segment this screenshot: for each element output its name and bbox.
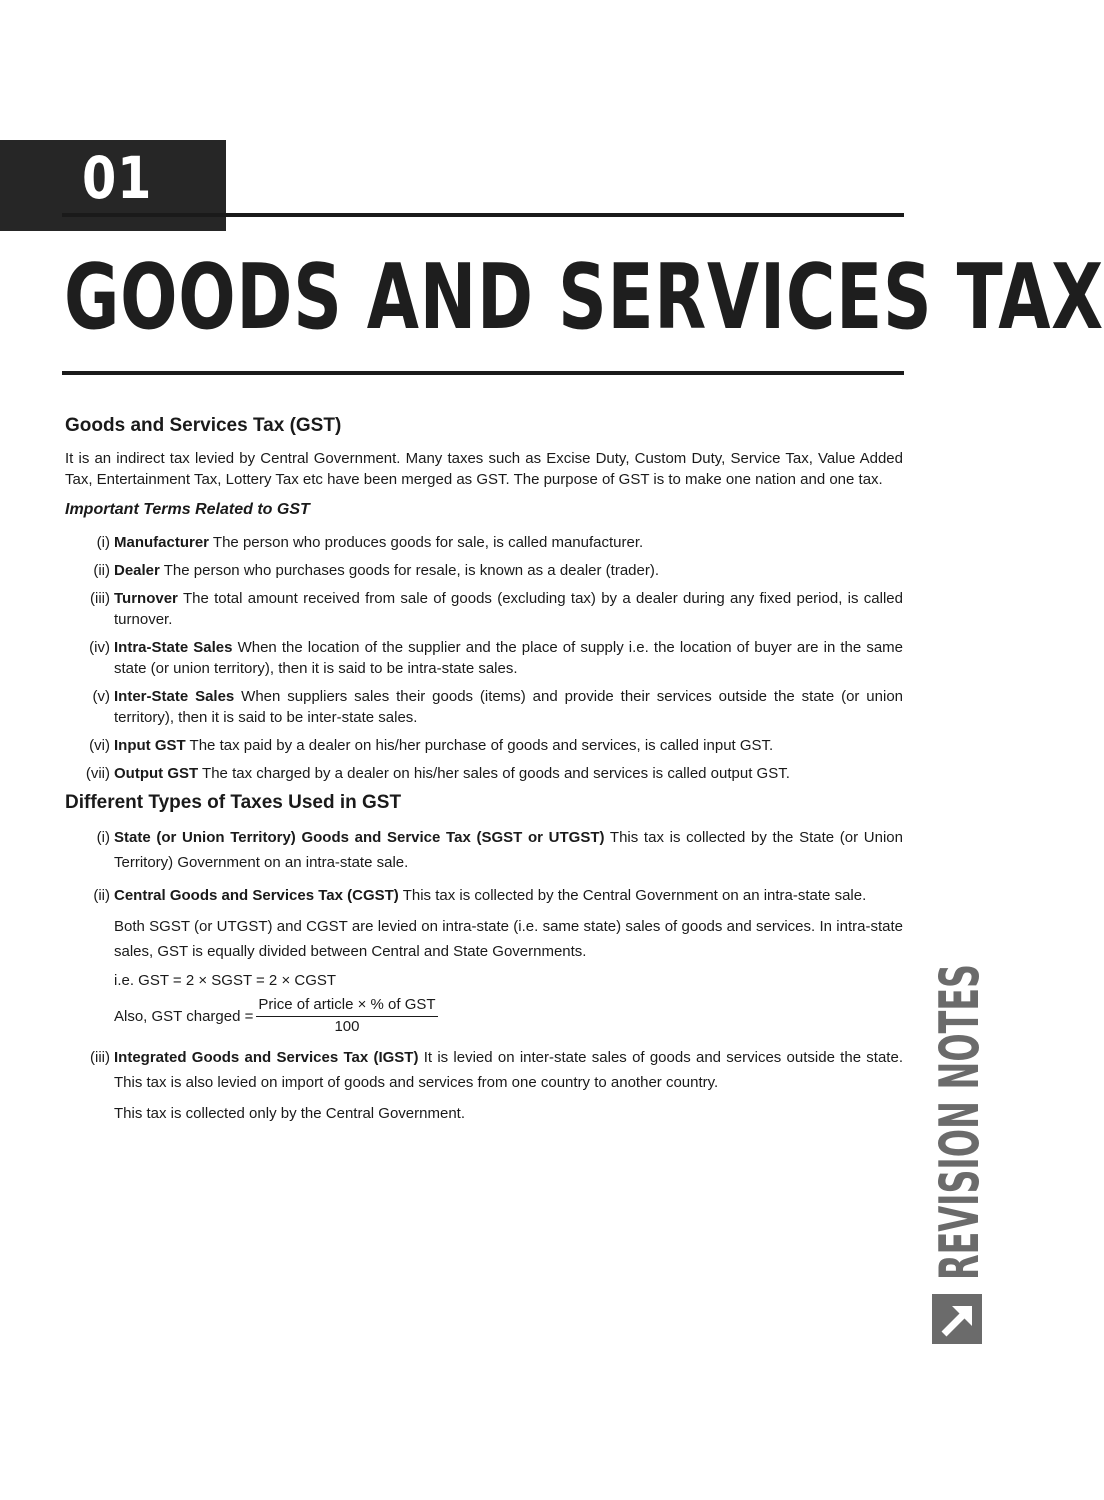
- formula-prefix: Also, GST charged =: [114, 1007, 254, 1025]
- page-content: [65, 414, 903, 1134]
- list-item: (i) State (or Union Territory) Goods and Service Tax (SGST or UTGST) This tax is collected by the State (or Union Territory) Government on an intra-state sale.: [96, 829, 903, 871]
- revision-notes-label: [928, 767, 991, 1284]
- terms-list: [65, 532, 903, 784]
- chapter-title: GOODS AND SERVICES TAX: [64, 245, 1104, 350]
- top-rule: [62, 213, 904, 217]
- list-item: (i) Manufacturer The person who produces goods for sale, is called manufacturer.: [96, 534, 644, 551]
- list-item: (vii) Output GST The tax charged by a dealer on his/her sales of goods and services is called output GST.: [85, 765, 790, 782]
- revision-notes-text: REVISION NOTES: [928, 767, 991, 1280]
- list-item: (iii) Turnover The total amount received from sale of goods (excluding tax) by a dealer during any fixed period, is called turnover.: [90, 590, 903, 628]
- chapter-number: 01: [82, 144, 153, 212]
- gst-charged-formula: [114, 995, 903, 1037]
- list-item: (iv) Intra-State Sales When the location of the supplier and the place of supply i.e. the location of buyer are in the same state (or union territory), then it is said to be intra-state sales.: [89, 639, 904, 677]
- fraction-denominator: 100: [334, 1018, 360, 1035]
- important-terms-subheading: Important Terms Related to GST: [65, 501, 310, 518]
- list-item: (vi) Input GST The tax paid by a dealer on his/her purchase of goods and services, is called input GST.: [89, 737, 774, 754]
- list-item: (ii) Central Goods and Services Tax (CGST) This tax is collected by the Central Government on an intra-state sale. Both SGST (or UTGST) and CGST are levied on intra-state (i.e. same state) sales of goods and services. In intra-state sales, GST is equally divided between Central and State Governments. i.e. GST = 2 × SGST = 2 × CGST Also, GST charged = $\frac{\text{Price of article × \% of GST}}{100}$: [93, 887, 903, 1035]
- cgst-note: Both SGST (or UTGST) and CGST are levied on intra-state (i.e. same state) sales of goods and services. In intra-state sales, GST is equally divided between Central and State Governments.: [114, 918, 903, 960]
- list-item: (iii) Integrated Goods and Services Tax (IGST) It is levied on inter-state sales of goods and services outside the state. This tax is also levied on import of goods and services from one country to another country. This tax is collected only by the Central Government.: [65, 1045, 903, 1126]
- arrow-up-right-icon: [932, 1294, 982, 1344]
- igst-note: This tax is collected only by the Central Government.: [114, 1105, 465, 1122]
- list-item: (ii) Dealer The person who purchases goods for resale, is known as a dealer (trader).: [93, 562, 660, 579]
- list-item: (v) Inter-State Sales When suppliers sales their goods (items) and provide their services outside the state (or union territory), then it is said to be inter-state sales.: [92, 688, 904, 726]
- tax-types-list: [65, 825, 903, 1126]
- fraction: [256, 995, 437, 1037]
- gst-formula: i.e. GST = 2 × SGST = 2 × CGST: [114, 972, 337, 989]
- gst-intro-paragraph: It is an indirect tax levied by Central Government. Many taxes such as Excise Duty, Custom Duty, Service Tax, Value Added Tax, Entertainment Tax, Lottery Tax etc have been merged as GST. The purpose of GST is to make one nation and one tax.: [65, 450, 903, 488]
- title-rule: [62, 371, 904, 375]
- section-heading-tax-types: Different Types of Taxes Used in GST: [65, 792, 402, 813]
- fraction-numerator: Price of article × % of GST: [256, 995, 437, 1017]
- section-heading-gst: Goods and Services Tax (GST): [65, 415, 342, 436]
